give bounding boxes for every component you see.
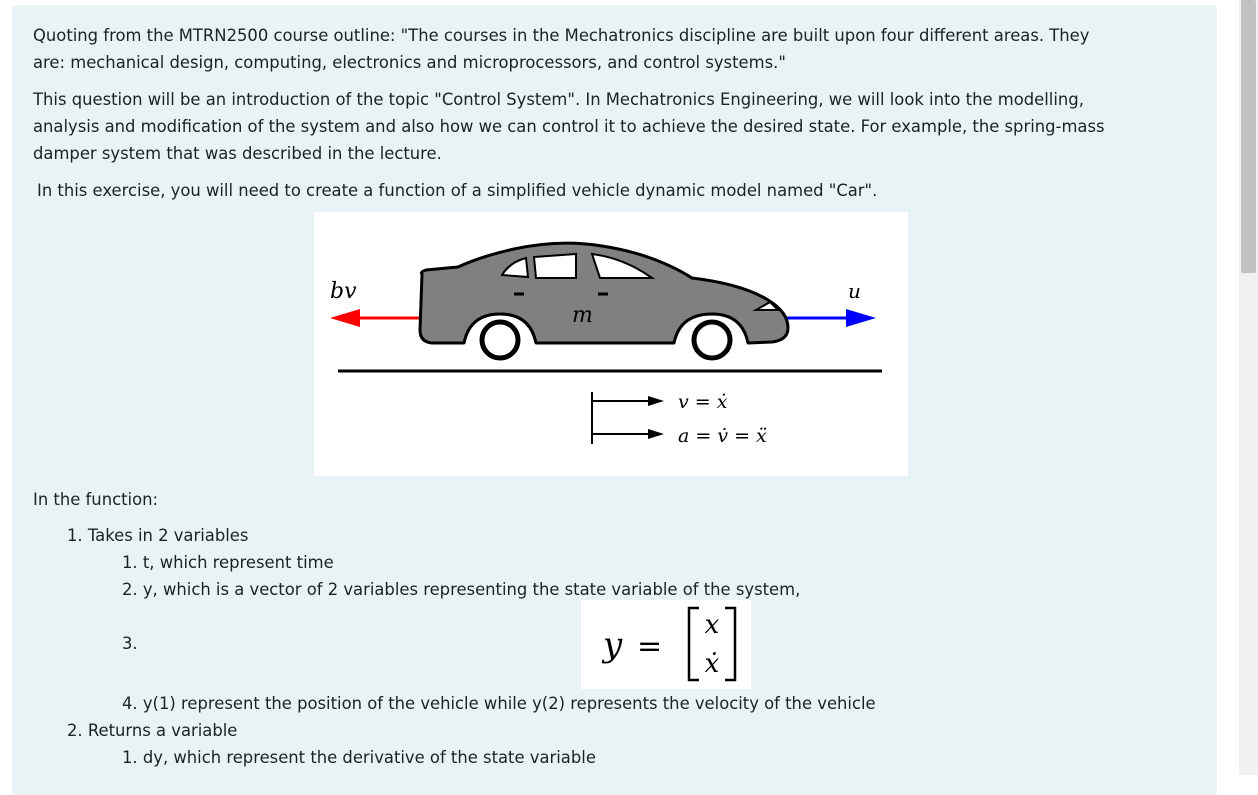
formula-velocity: ẋ — [704, 649, 720, 679]
list-number: 3. — [122, 634, 138, 653]
acceleration-equation: a = v̇ = ẍ — [678, 425, 767, 447]
topic-line-2: analysis and modification of the system and also how we can control it to achieve the desired state. For example, the spring-mass — [33, 117, 1105, 136]
scrollbar-thumb[interactable] — [1241, 0, 1256, 273]
list-item-1-2 — [122, 579, 800, 601]
topic-line-1: This question will be an introduction of the topic "Control System". In Mechatronics Engineering, we will look into the modelling, — [33, 90, 1084, 109]
formula-position: x — [704, 610, 720, 640]
label-bv: bv — [330, 279, 357, 304]
force-arrow-head — [846, 309, 876, 327]
acceleration-arrow-head — [648, 429, 664, 439]
exercise-paragraph — [37, 177, 1157, 204]
intro-paragraph — [33, 22, 1153, 76]
list-item-text: dy, which represent the derivative of the state variable — [142, 748, 596, 767]
formula-lhs: y — [603, 625, 623, 665]
list-item-text: Takes in 2 variables — [87, 526, 249, 545]
vehicle-dynamics-figure — [314, 212, 908, 476]
list-number: 1. — [122, 553, 138, 572]
intro-line-1: Quoting from the MTRN2500 course outline: "The courses in the Mechatronics discipline are built upon four different areas. They — [33, 26, 1090, 45]
front-wheel — [694, 322, 730, 358]
velocity-equation: v = ẋ — [678, 391, 728, 413]
intro-line-2: are: mechanical design, computing, electronics and microprocessors, and control systems." — [33, 53, 786, 72]
list-number: 2. — [122, 580, 138, 599]
car-middle-window — [534, 254, 576, 278]
list-item-2 — [67, 720, 237, 742]
state-vector-svg — [581, 600, 751, 689]
list-item-text: t, which represent time — [142, 553, 334, 572]
list-number: 1. — [122, 748, 138, 767]
list-item-1-1 — [122, 552, 334, 574]
list-item-2-1 — [122, 747, 596, 769]
state-vector-formula — [581, 600, 751, 689]
right-bracket — [725, 608, 735, 680]
topic-paragraph — [33, 86, 1153, 167]
exercise-line: In this exercise, you will need to create a function of a simplified vehicle dynamic model named "Car". — [37, 181, 878, 200]
list-item-text: y, which is a vector of 2 variables representing the state variable of the system, — [142, 580, 801, 599]
in-function-text: In the function: — [33, 490, 159, 509]
list-number: 2. — [67, 721, 83, 740]
list-item-1-4 — [122, 693, 876, 715]
list-number: 4. — [122, 694, 138, 713]
drag-arrow-head — [330, 309, 360, 327]
label-u: u — [848, 279, 861, 303]
page-scrollbar[interactable] — [1239, 0, 1258, 775]
topic-line-3: damper system that was described in the lecture. — [33, 144, 442, 163]
list-item-text: Returns a variable — [87, 721, 238, 740]
list-item-text: y(1) represent the position of the vehicle while y(2) represents the velocity of the vehicle — [142, 694, 876, 713]
vehicle-diagram — [314, 212, 908, 476]
list-number: 1. — [67, 526, 83, 545]
list-item-1-3 — [122, 633, 138, 655]
formula-equals: = — [637, 629, 663, 664]
list-item-1 — [67, 525, 248, 547]
label-mass: m — [572, 303, 593, 328]
in-function-label — [33, 489, 158, 511]
velocity-arrow-head — [648, 396, 664, 406]
left-bracket — [689, 608, 699, 680]
rear-wheel — [482, 322, 518, 358]
